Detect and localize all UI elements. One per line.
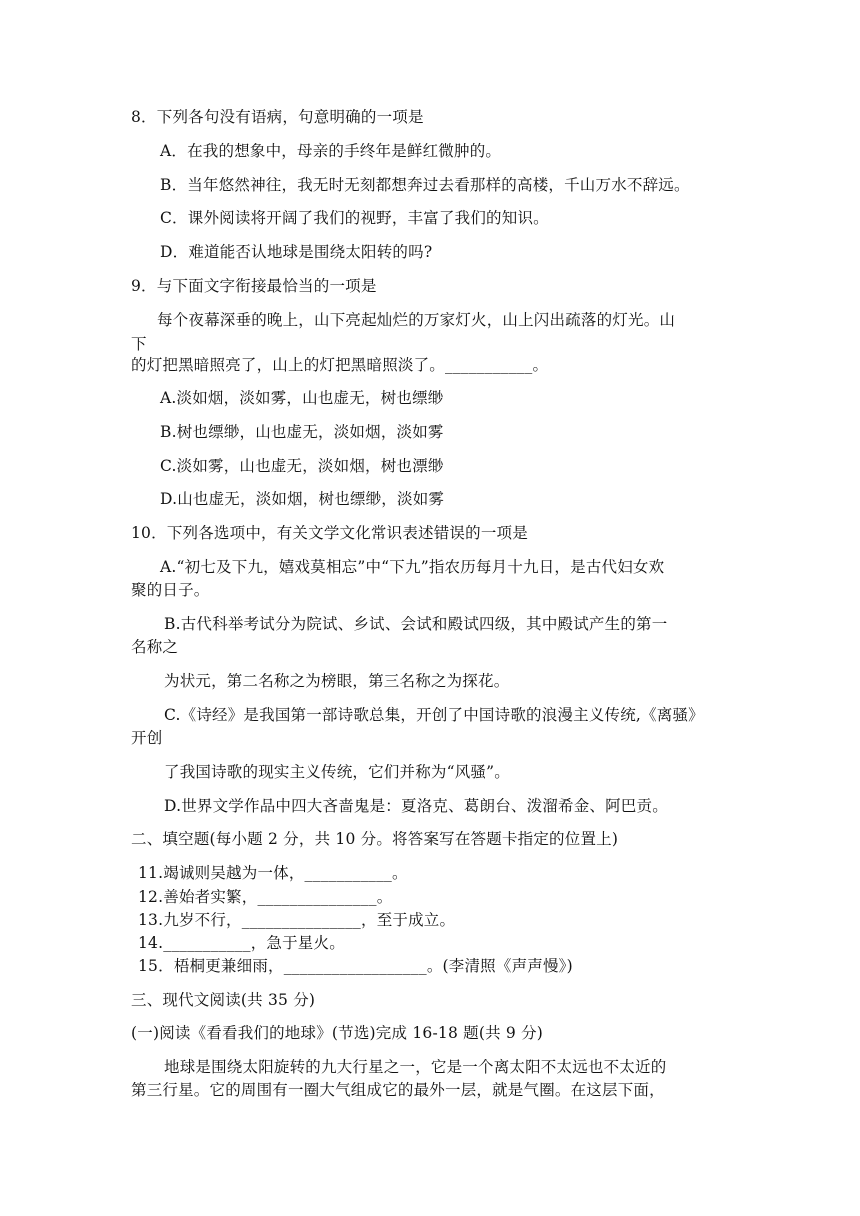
q8-option-b: B．当年悠然神往，我无时无刻都想奔过去看那样的高楼，千山万水不辞远。 (160, 176, 690, 194)
fill-item-14: 14.___________，急于星火。 (138, 934, 345, 952)
section3-subheading: (一)阅读《看看我们的地球》(节选)完成 16-18 题(共 9 分) (131, 1024, 544, 1042)
fill-item-11: 11.竭诚则吴越为一体，___________。 (138, 864, 408, 882)
passage-line1: 地球是围绕太阳旋转的九大行星之一，它是一个离太阳不太远也不太近的 (164, 1058, 667, 1076)
section3-heading: 三、现代文阅读(共 35 分) (131, 991, 316, 1009)
fill-item-12: 12.善始者实繁，_______________。 (138, 888, 393, 906)
q10-option-b-line2: 名称之 (131, 638, 179, 656)
q9-option-a: A.淡如烟，淡如雾，山也虚无，树也缥缈 (160, 389, 444, 407)
fill-item-13: 13.九岁不行，_______________，至于成立。 (138, 911, 456, 929)
q10-stem: 10．下列各选项中，有关文学文化常识表述错误的一项是 (131, 524, 528, 542)
q10-option-a-line1: A.“初七及下九，嬉戏莫相忘”中“下九”指农历每月十九日，是古代妇女欢 (160, 558, 665, 576)
q10-option-c-line1: C.《诗经》是我国第一部诗歌总集，开创了中国诗歌的浪漫主义传统,《离骚》 (164, 706, 704, 724)
q9-passage-line1: 每个夜幕深垂的晚上，山下亮起灿烂的万家灯火，山上闪出疏落的灯光。山 (157, 311, 676, 329)
q10-option-b-line1: B.古代科举考试分为院试、乡试、会试和殿试四级，其中殿试产生的第一 (164, 615, 668, 633)
q8-option-a: A．在我的想象中，母亲的手终年是鲜红微肿的。 (160, 142, 502, 160)
passage-line2: 第三行星。它的周围有一圈大气组成它的最外一层，就是气圈。在这层下面， (131, 1081, 665, 1099)
q8-stem: 8．下列各句没有语病，句意明确的一项是 (131, 108, 424, 126)
q10-option-d: D.世界文学作品中四大吝啬鬼是：夏洛克、葛朗台、泼溜希金、阿巴贡。 (164, 797, 668, 815)
q10-option-c-line3: 了我国诗歌的现实主义传统，它们并称为“风骚”。 (164, 763, 510, 781)
q10-option-c-line2: 开创 (131, 729, 163, 747)
q9-option-c: C.淡如雾，山也虚无，淡如烟，树也漂缈 (160, 457, 444, 475)
q9-stem: 9．与下面文字衔接最恰当的一项是 (131, 277, 377, 295)
q9-passage-line2: 下 (131, 335, 147, 353)
q10-option-b-line3: 为状元，第二名称之为榜眼，第三名称之为探花。 (164, 672, 510, 690)
fill-item-15: 15．梧桐更兼细雨，__________________。(李清照《声声慢》) (138, 957, 573, 975)
section2-heading: 二、填空题(每小题 2 分，共 10 分。将答案写在答题卡指定的位置上) (131, 830, 619, 848)
q9-passage-line3: 的灯把黑暗照亮了，山上的灯把黑暗照淡了。___________。 (131, 356, 549, 374)
q10-option-a-line2: 聚的日子。 (131, 581, 210, 599)
q9-option-b: B.树也缥缈，山也虚无，淡如烟，淡如雾 (160, 423, 444, 441)
q8-option-d: D．难道能否认地球是围绕太阳转的吗? (160, 243, 433, 261)
q8-option-c: C．课外阅读将开阔了我们的视野，丰富了我们的知识。 (160, 209, 549, 227)
q9-option-d: D.山也虚无，淡如烟，树也缥缈，淡如雾 (160, 490, 445, 508)
